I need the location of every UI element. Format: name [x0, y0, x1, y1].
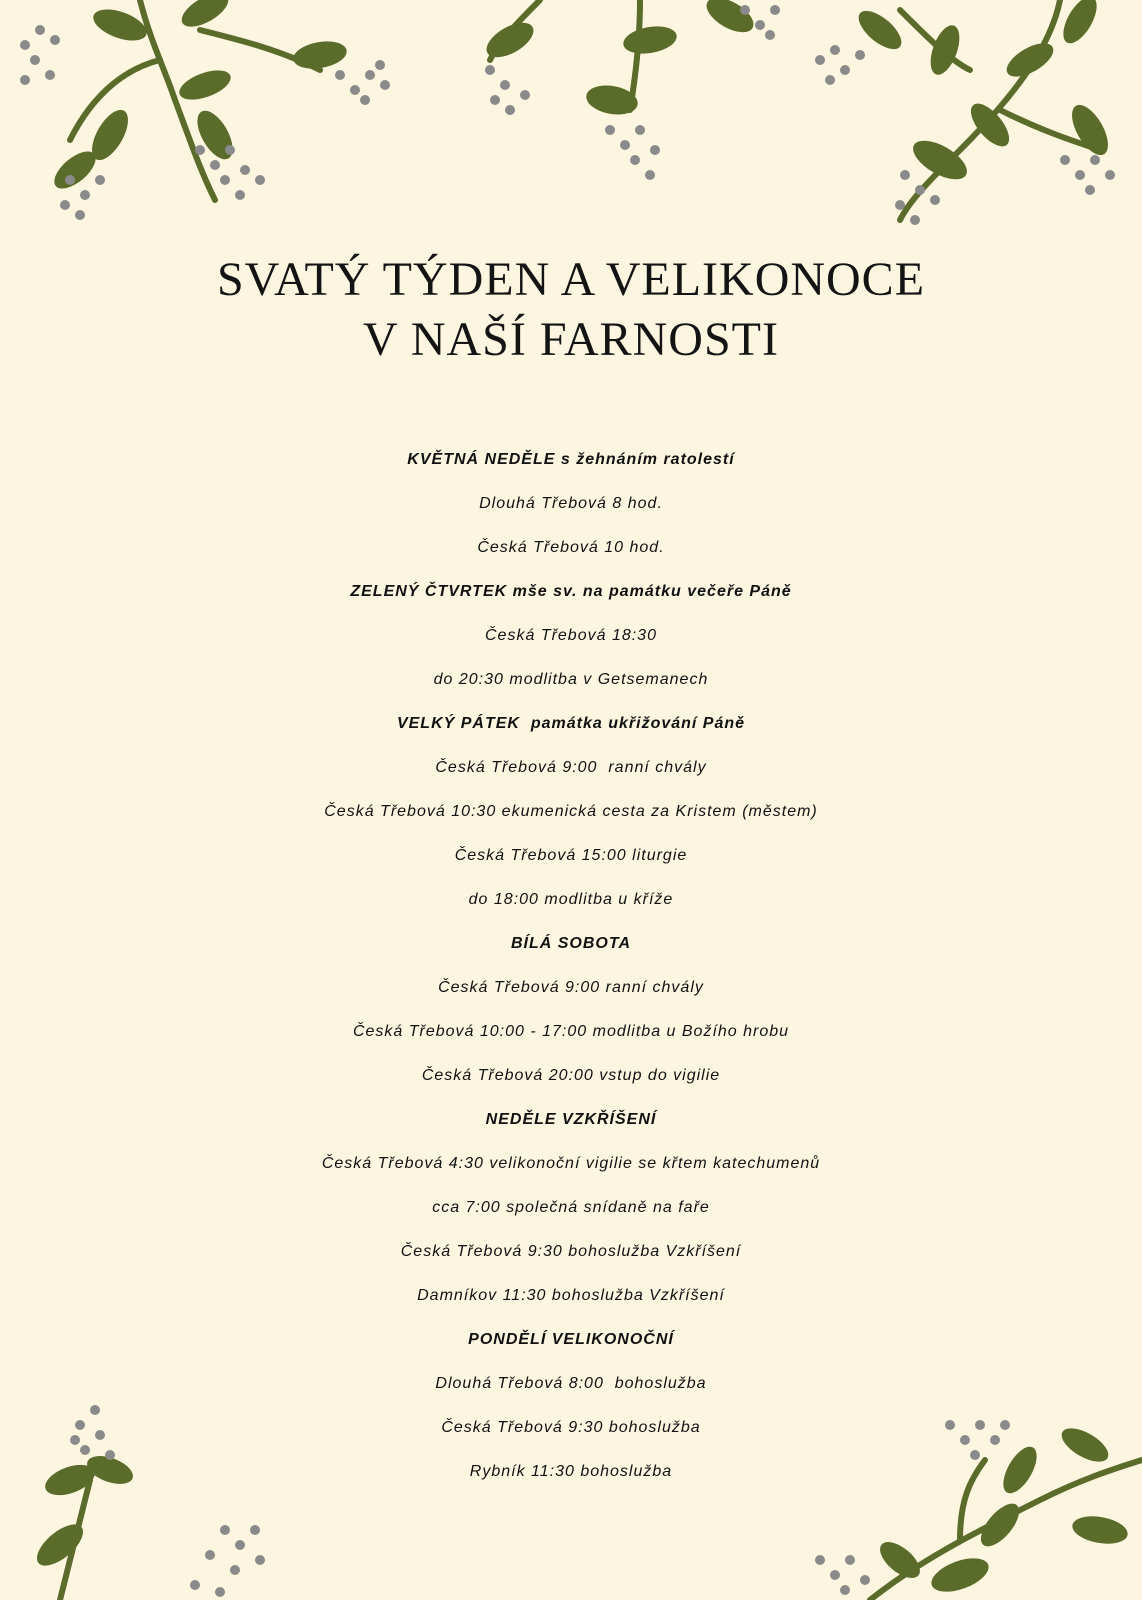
heading-rest: s žehnáním ratolestí	[555, 451, 735, 468]
schedule-item: Česká Třebová 20:00 vstup do vigilie	[421, 1067, 721, 1084]
schedule-item: Damníkov 11:30 bohoslužba Vzkříšení	[417, 1287, 725, 1304]
schedule-item: Česká Třebová 10:00 - 17:00 modlitba u Božího hrobu	[352, 1023, 790, 1040]
schedule-heading	[0, 922, 1142, 966]
title-line-1: SVATÝ TÝDEN A VELIKONOCE	[216, 253, 926, 306]
schedule-item: Česká Třebová 9:00 ranní chvály	[435, 759, 707, 776]
heading-bold: PONDĚLÍ VELIKONOČNÍ	[468, 1331, 674, 1348]
schedule-item: Česká Třebová 15:00 liturgie	[454, 847, 688, 864]
schedule-item: do 20:30 modlitba v Getsemanech	[433, 671, 709, 688]
schedule-heading	[0, 1098, 1142, 1142]
heading-bold: KVĚTNÁ NEDĚLE	[407, 451, 556, 468]
schedule-heading	[0, 1318, 1142, 1362]
schedule-item: Česká Třebová 4:30 velikonoční vigilie se křtem katechumenů	[321, 1155, 821, 1172]
schedule-item: Dlouhá Třebová 8 hod.	[479, 495, 663, 512]
title-line-2: V NAŠÍ FARNOSTI	[363, 313, 779, 366]
page-title	[0, 250, 1142, 370]
schedule-heading	[0, 438, 1142, 482]
heading-bold: VELKÝ PÁTEK	[396, 715, 520, 732]
heading-bold: BÍLÁ SOBOTA	[510, 935, 632, 952]
schedule-list	[0, 438, 1142, 1494]
schedule-heading	[0, 702, 1142, 746]
schedule-item: Česká Třebová 9:30 bohoslužba	[441, 1419, 701, 1436]
schedule-heading	[0, 570, 1142, 614]
heading-bold: ZELENÝ ČTVRTEK	[350, 583, 508, 600]
heading-bold: NEDĚLE VZKŘÍŠENÍ	[485, 1111, 657, 1128]
heading-rest: památka ukřižování Páně	[519, 715, 746, 732]
schedule-item: Česká Třebová 10 hod.	[477, 539, 665, 556]
schedule-item: Rybník 11:30 bohoslužba	[469, 1463, 673, 1480]
schedule-item: cca 7:00 společná snídaně na faře	[432, 1199, 710, 1216]
schedule-item: Dlouhá Třebová 8:00 bohoslužba	[435, 1375, 707, 1392]
heading-rest: mše sv. na památku večeře Páně	[507, 583, 792, 600]
schedule-item: Česká Třebová 18:30	[485, 627, 657, 644]
schedule-item: do 18:00 modlitba u kříže	[468, 891, 674, 908]
schedule-item: Česká Třebová 10:30 ekumenická cesta za Kristem (městem)	[324, 803, 818, 820]
schedule-item: Česká Třebová 9:30 bohoslužba Vzkříšení	[400, 1243, 742, 1260]
schedule-item: Česká Třebová 9:00 ranní chvály	[438, 979, 704, 996]
